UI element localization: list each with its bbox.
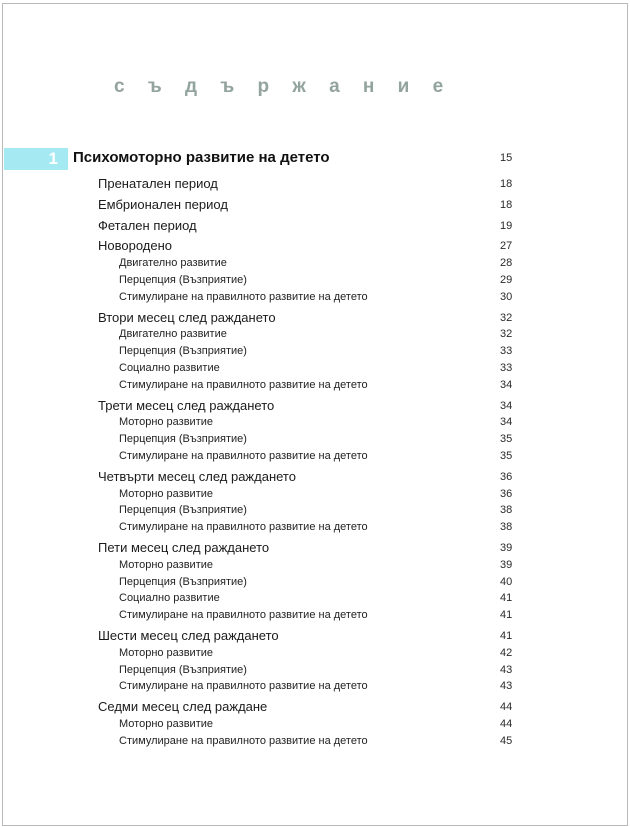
toc-entry-page: 18 xyxy=(500,198,513,211)
toc-entries xyxy=(73,172,590,750)
toc-entry-page: 41 xyxy=(500,592,513,605)
toc-entry-label: Седми месец след раждане xyxy=(98,699,268,715)
toc-entry-page: 32 xyxy=(500,311,513,324)
toc-entry-page: 40 xyxy=(500,575,513,588)
toc-entry xyxy=(73,519,590,536)
toc-entry xyxy=(73,469,590,486)
toc-entry-page: 34 xyxy=(500,399,513,412)
chapter-row xyxy=(0,147,630,171)
toc-entry-label: Перцепция (Възприятие) xyxy=(119,504,247,517)
toc-entry-label: Моторно развитие xyxy=(119,646,214,659)
toc-entry xyxy=(73,590,590,607)
toc-entry-page: 38 xyxy=(500,504,513,517)
toc-entry-label: Перцепция (Възприятие) xyxy=(119,433,247,446)
chapter-number-badge: 1 xyxy=(4,148,68,170)
toc-entry-page: 36 xyxy=(500,470,513,483)
toc-entry xyxy=(73,289,590,306)
toc-entry-label: Ембрионален период xyxy=(98,196,228,212)
toc-entry-label: Стимулиране на правилното развитие на детето xyxy=(119,290,368,303)
toc-entry-label: Социално развитие xyxy=(119,592,220,605)
toc-entry xyxy=(73,678,590,695)
toc-entry-label: Стимулиране на правилното развитие на детето xyxy=(119,680,368,693)
toc-entry xyxy=(73,502,590,519)
toc-entry xyxy=(73,557,590,574)
contents-heading: с ъ д ъ р ж а н и е xyxy=(114,76,453,97)
toc-entry-label: Моторно развитие xyxy=(119,558,214,571)
toc-entry-page: 27 xyxy=(500,240,513,253)
toc-entry-label: Шести месец след раждането xyxy=(98,627,279,643)
toc-entry xyxy=(73,486,590,503)
toc-entry-page: 44 xyxy=(500,701,513,714)
toc-entry-page: 36 xyxy=(500,487,513,500)
toc-entry-page: 33 xyxy=(500,345,513,358)
toc-entry-page: 39 xyxy=(500,541,513,554)
toc-entry xyxy=(73,398,590,415)
toc-entry xyxy=(73,218,590,235)
toc-entry-page: 32 xyxy=(500,328,513,341)
toc-entry xyxy=(73,645,590,662)
toc-entry-page: 18 xyxy=(500,178,513,190)
toc-entry-label: Втори месец след раждането xyxy=(98,309,276,325)
toc-entry-label: Стимулиране на правилното развитие на детето xyxy=(119,378,368,391)
toc-entry-page: 33 xyxy=(500,361,513,374)
toc-entry-label: Пети месец след раждането xyxy=(98,539,270,555)
toc-entry-page: 45 xyxy=(500,734,513,747)
toc-entry-page: 34 xyxy=(500,416,513,429)
toc-entry-page: 35 xyxy=(500,433,513,446)
toc-entry xyxy=(73,255,590,272)
toc-entry-page: 29 xyxy=(500,273,513,286)
toc-entry-page: 30 xyxy=(500,290,513,303)
toc-entry-page: 42 xyxy=(500,646,513,659)
toc-entry xyxy=(73,628,590,645)
toc-entry-label: Перцепция (Възприятие) xyxy=(119,663,247,676)
toc-entry-page: 35 xyxy=(500,449,513,462)
toc-entry xyxy=(73,377,590,394)
toc-entry xyxy=(73,733,590,750)
toc-entry xyxy=(73,414,590,431)
toc-entry-label: Трети месец след раждането xyxy=(98,397,275,413)
toc-entry xyxy=(73,431,590,448)
toc-entry-label: Фетален период xyxy=(98,217,197,233)
toc-entry xyxy=(73,448,590,465)
toc-entry-page: 44 xyxy=(500,717,513,730)
toc-entry-label: Моторно развитие xyxy=(119,487,214,500)
toc-entry xyxy=(73,540,590,557)
toc-entry-label: Пренатален период xyxy=(98,176,218,191)
toc-entry-label: Четвърти месец след раждането xyxy=(98,468,296,484)
toc-entry-label: Двигателно развитие xyxy=(119,257,227,270)
toc-entry xyxy=(73,272,590,289)
toc-entry-page: 41 xyxy=(500,609,513,622)
toc-entry-label: Социално развитие xyxy=(119,361,220,374)
toc-entry-label: Моторно развитие xyxy=(119,416,214,429)
chapter-page-number: 15 xyxy=(500,152,513,164)
toc-entry-page: 28 xyxy=(500,257,513,270)
toc-entry xyxy=(73,176,590,193)
toc-entry xyxy=(73,360,590,377)
toc-entry xyxy=(73,343,590,360)
toc-entry-page: 34 xyxy=(500,378,513,391)
toc-entry-label: Двигателно развитие xyxy=(119,328,227,341)
toc-entry-label: Стимулиране на правилното развитие на детето xyxy=(119,609,368,622)
toc-entry-page: 43 xyxy=(500,680,513,693)
toc-entry-page: 43 xyxy=(500,663,513,676)
toc-entry-label: Стимулиране на правилното развитие на детето xyxy=(119,521,368,534)
chapter-title: Психомоторно развитие на детето xyxy=(73,149,330,166)
toc-entry xyxy=(73,310,590,327)
toc-entry-page: 41 xyxy=(500,629,513,642)
toc-entry xyxy=(73,238,590,255)
toc-entry-label: Перцепция (Възприятие) xyxy=(119,575,247,588)
toc-entry-page: 19 xyxy=(500,219,513,232)
toc-entry xyxy=(73,574,590,591)
toc-entry-label: Стимулиране на правилното развитие на детето xyxy=(119,449,368,462)
toc-entry-page: 39 xyxy=(500,558,513,571)
toc-entry xyxy=(73,716,590,733)
toc-entry xyxy=(73,699,590,716)
toc-entry-page: 38 xyxy=(500,521,513,534)
toc-entry-label: Моторно развитие xyxy=(119,717,214,730)
toc-entry xyxy=(73,197,590,214)
toc-entry xyxy=(73,662,590,679)
toc-entry xyxy=(73,607,590,624)
toc-entry xyxy=(73,326,590,343)
toc-entry-label: Перцепция (Възприятие) xyxy=(119,345,247,358)
toc-entry-label: Стимулиране на правилното развитие на детето xyxy=(119,734,368,747)
toc-entry-label: Новородено xyxy=(98,238,173,254)
toc-entry-label: Перцепция (Възприятие) xyxy=(119,273,247,286)
